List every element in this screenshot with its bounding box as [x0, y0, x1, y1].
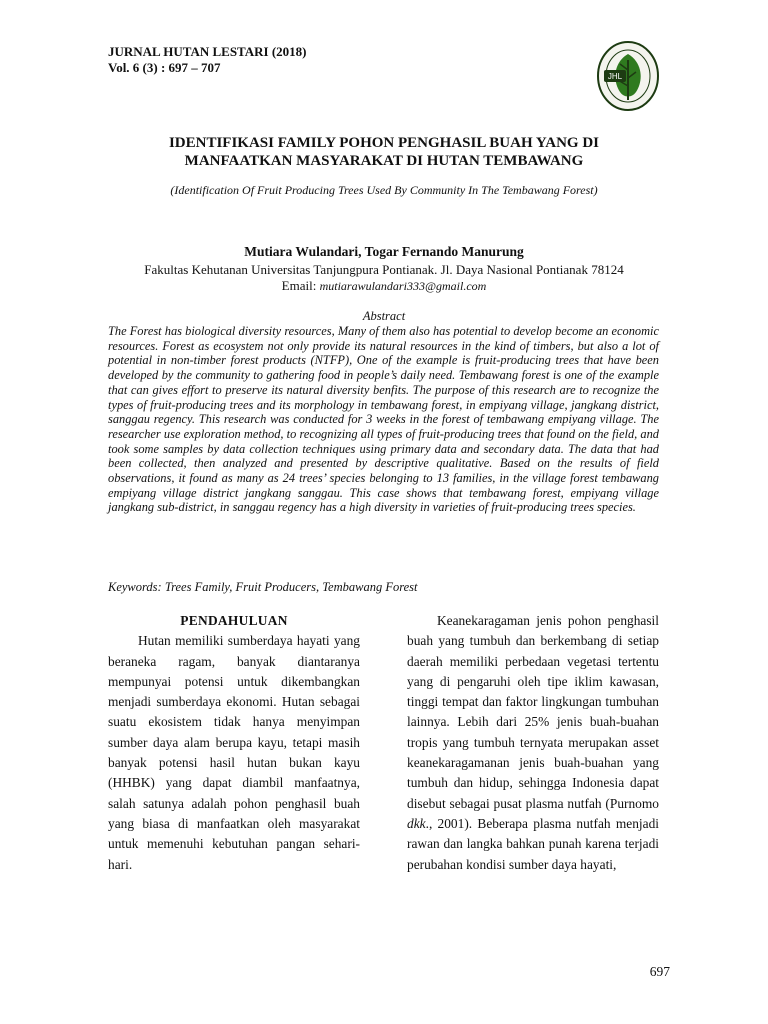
email-line: [0, 278, 768, 294]
page-number: 697: [649, 964, 670, 979]
intro-paragraph-right: [407, 611, 659, 875]
abstract-text: The Forest has biological diversity resources, Many of them also has potential to develop become an economic resources. Forest as ecosystem not only provide its natural resources in the kind of timbers, but also a lot of potential in non-timber forest products (NTFP), One of the example is fruit-producing trees that have been developed by the community to gathering food in people’s daily need. Tembawang forest is one of the example that can gives effort to preserve its natural diversity benfits. The purpose of this research are to recognize the types of fruit-producing trees and its morphology in tembawang forest, in empiyang village, jangkang district, sanggau regency. This research was conducted for 3 weeks in the forest of tembawang empiyang village. The researcher use exploration method, to recognizing all types of fruit-producing trees that found on the field, and took some samples by data collection techniques using primary data and secondary data. The data that had been collected, then analyzed and presented by descriptive qualitative. Based on the results of field observations, it found as many as 24 trees’ species belonging to 13 families, in the village forest tembawang empiyang village district jangkang sanggau. This case shows that tembawang forest, empiyang village jangkang sub-district, in sanggau regency has a high diversity in varieties of fruit-producing trees species.: [108, 324, 659, 515]
logo-mark: JHL: [607, 72, 623, 81]
abstract-heading: Abstract: [362, 309, 406, 323]
section-heading: PENDAHULUAN: [180, 613, 288, 628]
journal-name: JURNAL HUTAN LESTARI (2018): [108, 44, 307, 59]
paragraph-text-cont: ., 2001). Beberapa plasma nutfah menjadi rawan dan langka bahkan punah karena terjadi perubahan kondisi sumber daya hayati,: [407, 815, 659, 872]
title-line: IDENTIFIKASI FAMILY POHON PENGHASIL BUAH YANG DI: [168, 135, 600, 151]
authors: Mutiara Wulandari, Togar Fernando Manurung: [244, 244, 524, 259]
journal-header: [108, 44, 307, 76]
affiliation: Fakultas Kehutanan Universitas Tanjungpura Pontianak. Jl. Daya Nasional Pontianak 78124: [144, 262, 624, 277]
paper-title: [0, 134, 768, 170]
right-column: [407, 611, 659, 875]
paper-subtitle: (Identification Of Fruit Producing Trees Used By Community In The Tembawang Forest): [170, 183, 598, 197]
keywords: Keywords: Trees Family, Fruit Producers, Tembawang Forest: [108, 580, 418, 594]
affiliation-block: [0, 262, 768, 294]
email-address[interactable]: mutiarawulandari333@gmail.com: [319, 279, 487, 293]
left-column: [108, 611, 360, 875]
email-label: Email:: [281, 278, 317, 293]
title-line: MANFAATKAN MASYARAKAT DI HUTAN TEMBAWANG: [184, 153, 584, 169]
journal-logo-icon: [596, 40, 660, 112]
intro-paragraph-left: Hutan memiliki sumberdaya hayati yang beraneka ragam, banyak diantaranya mempunyai potensi untuk dikembangkan menjadi sumberdaya ekonomi. Hutan sebagai suatu ekosistem tidak hanya menyimpan sumber daya alam berupa kayu, tetapi masih banyak potensi hasil hutan bukan kayu (HHBK) yang dapat diambil manfaatnya, salah satunya adalah pohon penghasil buah yang biasa di manfaatkan oleh masyarakat untuk memenuhi kebutuhan pangan sehari-hari.: [108, 633, 360, 872]
citation-dkk: dkk: [407, 815, 426, 831]
journal-volume: Vol. 6 (3) : 697 – 707: [108, 60, 221, 75]
paragraph-text: Keanekaragaman jenis pohon penghasil buah yang tumbuh dan berkembang di setiap daerah memiliki perbedaan vegetasi tertentu yang di pengaruhi oleh tipe iklim kawasan, tinggi tempat dan faktor lingkungan tumbuhan lainnya. Lebih dari 25% jenis buah-buahan tropis yang tumbuh ternyata merupakan asset keanekaragamanan jenis buah-buahan yang tumbuh dan hidup, sehingga Indonesia dapat disebut sebagai pusat plasma nutfah (Purnomo: [407, 613, 659, 811]
journal-logo: [596, 40, 660, 112]
